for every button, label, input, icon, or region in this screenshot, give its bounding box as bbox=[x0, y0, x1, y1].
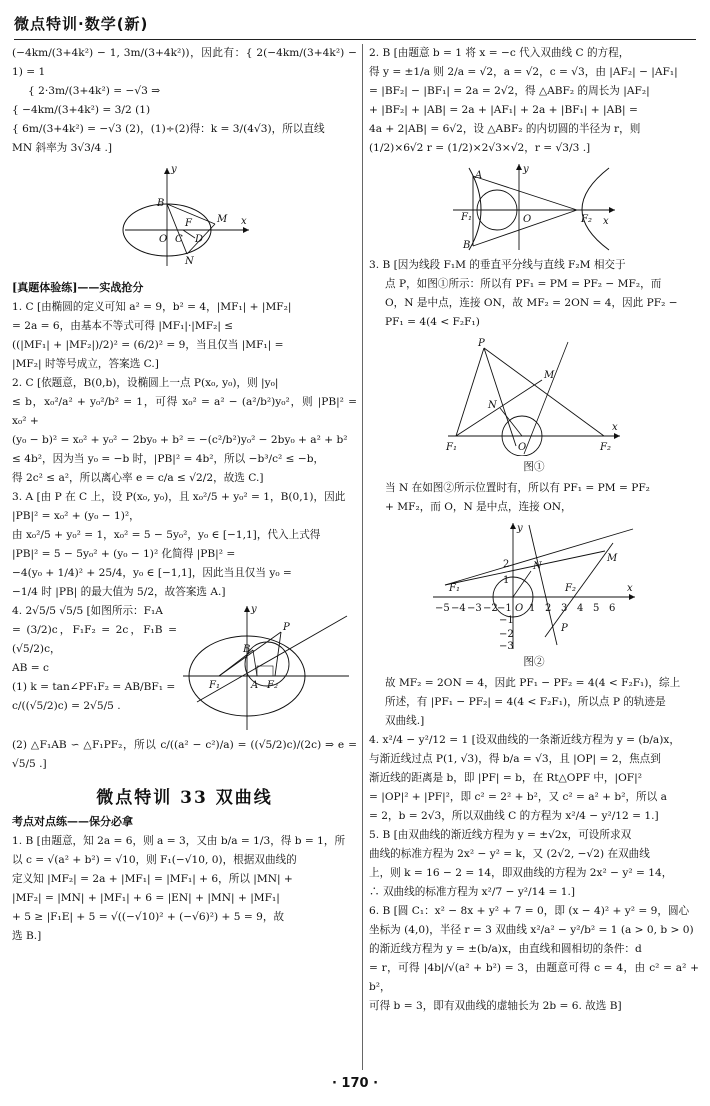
fig4-label-F2: F₂ bbox=[600, 442, 611, 453]
fig1-label-B: B bbox=[156, 198, 164, 209]
text-line: 渐近线的距离是 b，即 |PF| = b，在 Rt△OPF 中，|OF|² bbox=[369, 772, 642, 784]
text-line: 由 x₀²/5 + y₀² = 1，x₀² = 5 − 5y₀²，y₀ ∈ [−1,1]，代入上式得 bbox=[12, 529, 321, 541]
fig4-label-x: x bbox=[612, 422, 618, 433]
text-line: 的渐近线方程为 y = ±(b/a)x，由直线和圆相切的条件：d bbox=[369, 943, 642, 955]
tick-label: 5 bbox=[593, 603, 600, 614]
text-line: |PB|² = x₀² + (y₀ − 1)²， bbox=[12, 510, 140, 522]
text-line: 定义知 |MF₂| = 2a + |MF₁| = |MF₁| + 6，所以 |MN| + bbox=[12, 873, 293, 885]
text-line: ∴ 双曲线的标准方程为 x²/7 − y²/14 = 1.] bbox=[369, 886, 575, 898]
text-line: { 6m/(3+4k²) = −√3 (2)，(1)÷(2)得：k = 3/(4√3)，所以直线 bbox=[12, 123, 325, 135]
tick-label: −2 bbox=[499, 629, 514, 640]
intro-solution bbox=[12, 44, 357, 158]
q4-conclusion: (2) △F₁AB ∽ △F₁PF₂，所以 c/((a² − c²)/a) = ((√5/2)c)/(2c) ⇒ e = √5/5 .] bbox=[12, 739, 357, 770]
text-line: MN 斜率为 3√3/4 .] bbox=[12, 142, 113, 154]
fig5-label-N: N bbox=[533, 561, 542, 572]
tick-label: −5 bbox=[435, 603, 450, 614]
text-line: { 2·3m/(3+4k²) = −√3 ⇒ bbox=[28, 85, 161, 97]
text-line: 以 c = √(a² + b²) = √10，则 F₁(−√10, 0)，根据双曲线的 bbox=[12, 854, 297, 866]
text-line: c/((√5/2)c) = 2√5/5 . bbox=[12, 700, 121, 712]
answer-q2 bbox=[12, 374, 357, 488]
ellipse-figure bbox=[115, 162, 255, 272]
answer-q1 bbox=[12, 298, 357, 374]
fig5-label-M: M bbox=[607, 553, 618, 564]
fig1-label-C: C bbox=[174, 234, 183, 245]
fig2-label-F1: F₁ bbox=[209, 680, 220, 691]
fig1-label-N: N bbox=[184, 256, 194, 267]
tick-label: −3 bbox=[467, 603, 482, 614]
fig3-label-y: y bbox=[523, 164, 529, 175]
tick-label: −1 bbox=[497, 603, 512, 614]
text-line: = |OP|² + |PF|²，即 c² = 2² + b²，又 c² = a² + b²，所以 a bbox=[369, 791, 667, 803]
tick-label: 1 bbox=[503, 575, 510, 586]
text-line: PF₁ = 4(4 < F₂F₁) bbox=[385, 316, 480, 328]
text-line: (1) k = tan∠PF₁F₂ = AB/BF₁ = bbox=[12, 681, 176, 693]
text-line: + 5 ≥ |F₁E| + 5 = √((−√10)² + (−√6)²) + 5 = 9，故 bbox=[12, 911, 285, 923]
header-title: 微点特训·数学(新) bbox=[14, 15, 149, 33]
hyperbola-incircle-figure bbox=[449, 162, 619, 252]
text-line: (y₀ − b)² = x₀² + y₀² − 2by₀ + b² = −(c²/b²)y₀² − 2by₀ + a² + b² bbox=[12, 434, 348, 446]
hyperbola-answer-q1 bbox=[12, 832, 357, 946]
perpendicular-bisector-figure-2 bbox=[429, 521, 639, 651]
text-line: −1/4 时 |PB| 的最大值为 5/2，故答案选 A.] bbox=[12, 586, 226, 598]
text-line: 故 MF₂ = 2ON = 4，因此 PF₁ − PF₂ = 4(4 < F₂F₁)，综上 bbox=[385, 677, 681, 689]
fig3-label-A: A bbox=[475, 170, 483, 181]
tick-label: 3 bbox=[561, 603, 568, 614]
ellipse-tangent-figure bbox=[177, 602, 352, 732]
text-line: 曲线的标准方程为 2x² − y² = k，又 (2√2, −√2) 在双曲线 bbox=[369, 848, 650, 860]
text-line: |MF₂| = |MN| + |MF₁| + 6 = |EN| + |MN| + |MF₁| bbox=[12, 892, 280, 904]
right-column bbox=[369, 44, 699, 1070]
fig2-label-P: P bbox=[283, 622, 290, 633]
text-line: (1/2)×6√2 r = (1/2)×2√3×√2，r = √3/3 .] bbox=[369, 142, 591, 154]
fig4-label-N: N bbox=[488, 400, 497, 411]
text-line: ≤ b，x₀²/a² + y₀²/b² = 1，可得 x₀² = a² − (a²/b²)y₀²，则 |PB|² = x₀² + bbox=[12, 396, 357, 427]
fig1-label-O: O bbox=[158, 234, 167, 245]
text-line: 4a + 2|AB| = 6√2，设 △ABF₂ 的内切圆的半径为 r，则 bbox=[369, 123, 641, 135]
text-line: 3. B [因为线段 F₁M 的垂直平分线与直线 F₂M 相交于 bbox=[369, 259, 626, 271]
text-line: 2. C [依题意，B(0,b)，设椭圆上一点 P(x₀, y₀)，则 |y₀| bbox=[12, 377, 279, 389]
perpendicular-bisector-figure-1 bbox=[444, 336, 624, 456]
fig5-label-P: P bbox=[561, 623, 568, 634]
text-line: 上，则 k = 16 − 2 = 14，即双曲线的方程为 2x² − y² = 14， bbox=[369, 867, 673, 879]
text-line: 1. C [由椭圆的定义可知 a² = 9，b² = 4，|MF₁| + |MF₂| bbox=[12, 301, 292, 313]
fig3-label-B: B bbox=[463, 240, 471, 251]
text-line: 1. B [由题意，知 2a = 6，则 a = 3，又由 b/a = 1/3，得 b = 1，所 bbox=[12, 835, 346, 847]
chapter-title: 微点特训 33 双曲线 bbox=[96, 788, 273, 808]
text-line: 4. x²/4 − y²/12 = 1 [设双曲线的一条渐近线方程为 y = (b/a)x， bbox=[369, 734, 680, 746]
fig5-label-F1: F₁ bbox=[449, 583, 460, 594]
section-heading: [真题体验练]——实战抢分 bbox=[12, 281, 144, 294]
answer-q4 bbox=[12, 602, 357, 732]
text-line: 5. B [由双曲线的渐近线方程为 y = ±√2x，可设所求双 bbox=[369, 829, 632, 841]
text-line: 可得 b = 3，即有双曲线的虚轴长为 2b = 6. 故选 B] bbox=[369, 1000, 622, 1012]
tick-label: −4 bbox=[451, 603, 466, 614]
column-divider bbox=[362, 44, 363, 1070]
tick-label: 1 bbox=[529, 603, 536, 614]
fig2-label-B: B bbox=[243, 644, 251, 655]
fig5-label-y: y bbox=[517, 523, 523, 534]
text-line: |MF₂| 时等号成立，答案选 C.] bbox=[12, 358, 159, 370]
text-line: 2. B [由题意 b = 1 将 x = −c 代入双曲线 C 的方程， bbox=[369, 47, 630, 59]
text-line: 点 P，如图①所示：所以有 PF₁ = PM = PF₂ − MF₂，而 bbox=[385, 278, 662, 290]
text-line: = 2，b = 2√3，所以双曲线 C 的方程为 x²/4 − y²/12 = 1.] bbox=[369, 810, 659, 822]
hyperbola-answer-q4 bbox=[369, 731, 699, 826]
fig3-label-x: x bbox=[603, 216, 609, 227]
fig1-label-F: F bbox=[184, 218, 192, 229]
fig2-label-y: y bbox=[251, 604, 257, 615]
page-number: · 170 · bbox=[331, 1076, 379, 1091]
text-line: (−4km/(3+4k²) − 1, 3m/(3+4k²))，因此有：{ 2(−4km/(3+4k²) − 1) = 1 bbox=[12, 47, 357, 78]
fig4-label-O: O bbox=[518, 442, 527, 453]
fig3-label-O: O bbox=[523, 214, 532, 225]
text-line: 双曲线.] bbox=[385, 715, 425, 727]
text-line: = r，可得 |4b|/√(a² + b²) = 3，由题意可得 c = 4，由 c² = a² + b²， bbox=[369, 962, 699, 993]
fig2-label-A: A bbox=[251, 680, 259, 691]
fig1-label-y: y bbox=[170, 164, 177, 175]
fig3-label-F1: F₁ bbox=[461, 212, 472, 223]
hyperbola-answer-q6 bbox=[369, 902, 699, 1016]
text-line: |PB|² = 5 − 5y₀² + (y₀ − 1)² 化简得 |PB|² = bbox=[12, 548, 236, 560]
hyperbola-answer-q5 bbox=[369, 826, 699, 902]
page-header bbox=[14, 0, 696, 40]
text-line: ((|MF₁| + |MF₂|)/2)² = (6/2)² = 9，当且仅当 |MF₁| = bbox=[12, 339, 284, 351]
fig1-label-x: x bbox=[240, 216, 247, 227]
text-line: { −4km/(3+4k²) = 3/2 (1) bbox=[12, 104, 151, 116]
text-line: + |BF₂| + |AB| = 2a + |AF₁| + 2a + |BF₁| + |AB| = bbox=[369, 104, 638, 116]
hyperbola-answer-q3 bbox=[369, 256, 699, 332]
tick-label: 6 bbox=[609, 603, 616, 614]
fig3-label-F2: F₂ bbox=[581, 214, 592, 225]
text-line: 所述，有 |PF₁ − PF₂| = 4(4 < F₂F₁)，所以点 P 的轨迹是 bbox=[385, 696, 666, 708]
text-line: 当 N 在如图②所示位置时有，所以有 PF₁ = PM = PF₂ bbox=[385, 482, 650, 494]
figure-caption: 图② bbox=[523, 656, 545, 668]
text-line: 坐标为 (4,0)，半径 r = 3 双曲线 x²/a² − y²/b² = 1 (a > 0, b > 0) bbox=[369, 924, 694, 936]
text-line: 得 y = ±1/a 则 2/a = √2，a = √2，c = √3，由 |AF₂| − |AF₁| bbox=[369, 66, 678, 78]
fig5-label-x: x bbox=[627, 583, 633, 594]
figure-caption: 图① bbox=[523, 461, 545, 473]
text-line: = |BF₂| − |BF₁| = 2a = 2√2，得 △ABF₂ 的周长为 |AF₂| bbox=[369, 85, 650, 97]
text-line: = (3/2)c，F₁F₂ = 2c，F₁B = (√5/2)c， bbox=[12, 624, 177, 655]
text-line: 6. B [圆 C₁：x² − 8x + y² + 7 = 0，即 (x − 4)² + y² = 9，圆心 bbox=[369, 905, 690, 917]
section-heading: 考点对点练——保分必拿 bbox=[12, 815, 133, 828]
fig1-label-D: D bbox=[194, 234, 203, 245]
fig4-label-M: M bbox=[544, 370, 555, 381]
text-line: −4(y₀ + 1/4)² + 25/4，y₀ ∈ [−1,1]，因此当且仅当 y₀ = bbox=[12, 567, 292, 579]
tick-label: −3 bbox=[499, 641, 514, 651]
text-line: 得 2c² ≤ a²，所以离心率 e = c/a ≤ √2/2，故选 C.] bbox=[12, 472, 264, 484]
text-line: 4. 2√5/5 √5/5 [如图所示：F₁A bbox=[12, 605, 163, 617]
tick-label: 2 bbox=[503, 559, 510, 570]
left-column bbox=[12, 44, 357, 1070]
hyperbola-answer-q3-conclusion bbox=[369, 674, 699, 731]
q4-text bbox=[12, 602, 177, 732]
fig4-label-F1: F₁ bbox=[446, 442, 457, 453]
tick-label: −2 bbox=[483, 603, 498, 614]
text-line: = 2a = 6，由基本不等式可得 |MF₁|·|MF₂| ≤ bbox=[12, 320, 234, 332]
fig5-label-F2: F₂ bbox=[565, 583, 576, 594]
text-line: 与渐近线过点 P(1, √3)，得 b/a = √3，且 |OP| = 2，焦点到 bbox=[369, 753, 661, 765]
text-line: AB = c bbox=[12, 662, 49, 674]
text-line: + MF₂，而 O，N 是中点，连接 ON， bbox=[385, 501, 572, 513]
tick-label: 2 bbox=[545, 603, 552, 614]
tick-label: O bbox=[515, 603, 524, 614]
text-line: O，N 是中点，连接 ON，故 MF₂ = 2ON = 4，因此 PF₂ − bbox=[385, 297, 678, 309]
text-line: ≤ 4b²，因为当 y₀ = −b 时，|PB|² = 4b²，所以 −b³/c² ≤ −b， bbox=[12, 453, 325, 465]
text-line: 选 B.] bbox=[12, 930, 42, 942]
answer-q3 bbox=[12, 488, 357, 602]
hyperbola-answer-q2 bbox=[369, 44, 699, 158]
hyperbola-answer-q3-continued bbox=[369, 479, 699, 517]
tick-label: 4 bbox=[577, 603, 584, 614]
fig4-label-P: P bbox=[478, 338, 485, 349]
fig2-label-F2: F₂ bbox=[267, 680, 278, 691]
text-line: 3. A [由 P 在 C 上，设 P(x₀, y₀)，且 x₀²/5 + y₀² = 1，B(0,1)，因此 bbox=[12, 491, 346, 503]
fig1-label-M: M bbox=[216, 214, 227, 225]
tick-label: −1 bbox=[499, 615, 514, 626]
